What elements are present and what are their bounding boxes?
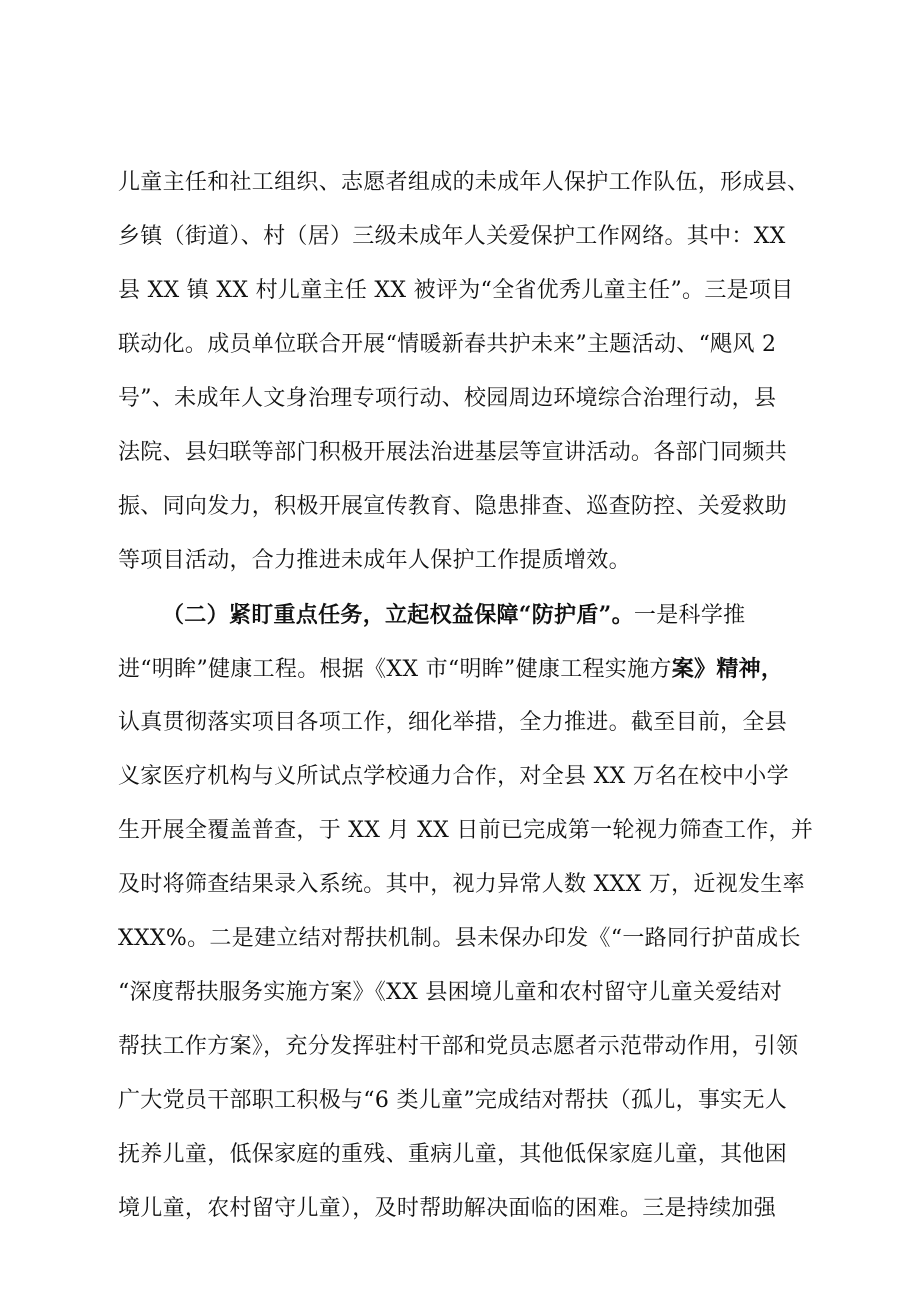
text-line: 联动化。成员单位联合开展“情暖新春共护未来”主题活动、“飓风 2 <box>118 332 777 357</box>
text-line: 生开展全覆盖普查，于 XX 月 XX 日前已完成第一轮视力筛查工作，并 <box>118 818 814 843</box>
text-line: 境儿童，农村留守儿童），及时帮助解决面临的困难。三是持续加强 <box>118 1196 777 1221</box>
text-line: 乡镇（街道）、村（居）三级未成年人关爱保护工作网络。其中：XX <box>118 224 786 249</box>
paragraph-2-first-line <box>162 597 822 633</box>
text-line: 号”、未成年人文身治理专项行动、校园周边环境综合治理行动，县 <box>118 386 777 411</box>
text-segment: 一是科学推 <box>633 603 746 628</box>
text-line: 等项目活动，合力推进未成年人保护工作提质增效。 <box>118 548 631 573</box>
text-line: 儿童主任和社工组织、志愿者组成的未成年人保护工作队伍，形成县、 <box>118 170 810 195</box>
text-line: 振、同向发力，积极开展宣传教育、隐患排查、巡查防控、关爱救助 <box>118 494 788 519</box>
text-line: 认真贯彻落实项目各项工作，细化举措，全力推进。截至目前，全县 <box>118 710 788 735</box>
paragraph-2-second-line <box>118 651 818 687</box>
text-line: 抚养儿童，低保家庭的重残、重病儿童，其他低保家庭儿童，其他困 <box>118 1142 788 1167</box>
text-line: XXX%。二是建立结对帮扶机制。县未保办印发《“一路同行护苗成长 <box>118 926 801 951</box>
text-line: 县 XX 镇 XX 村儿童主任 XX 被评为“全省优秀儿童主任”。三是项目 <box>118 278 794 303</box>
text-line: “深度帮扶服务实施方案》《XX 县困境儿童和农村留守儿童关爱结对 <box>118 980 783 1005</box>
section-heading: （二）紧盯重点任务，立起权益保障“防护盾”。 <box>162 602 634 628</box>
text-line: 法院、县妇联等部门积极开展法治进基层等宣讲活动。各部门同频共 <box>118 440 788 465</box>
text-line: 义家医疗机构与义所试点学校通力合作，对全县 XX 万名在校中小学 <box>118 764 789 789</box>
text-line: 帮扶工作方案》，充分发挥驻村干部和党员志愿者示范带动作用，引领 <box>118 1034 799 1059</box>
bold-text-segment: 案》精神， <box>671 656 784 682</box>
text-line: 广大党员干部职工积极与“6 类儿童”完成结对帮扶（孤儿，事实无人 <box>118 1088 788 1113</box>
text-line: 及时将筛查结果录入系统。其中，视力异常人数 XXX 万，近视发生率 <box>118 872 805 897</box>
text-segment: 进“明眸”健康工程。根据《XX 市“明眸”健康工程实施方 <box>118 657 672 682</box>
